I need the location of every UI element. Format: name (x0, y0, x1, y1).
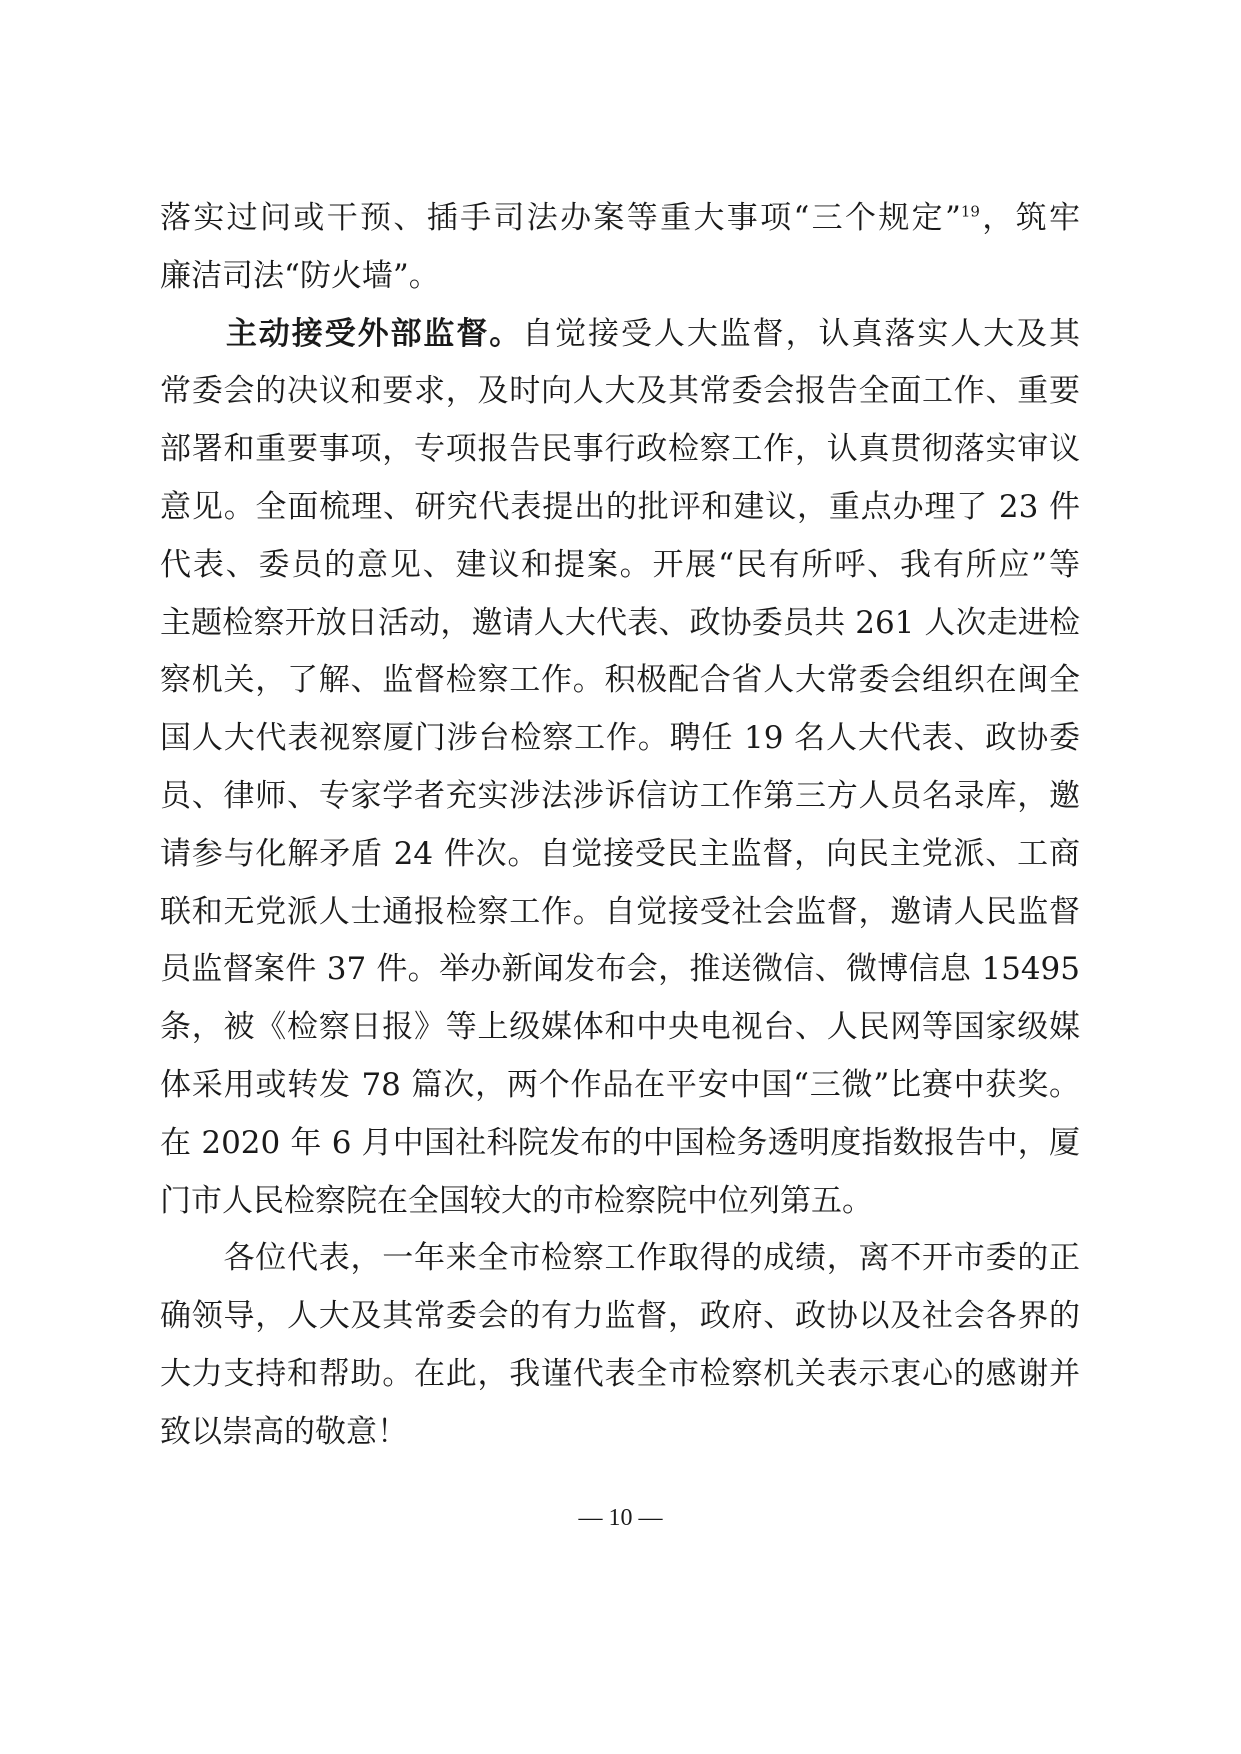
text-run: 廉洁司法“防火墙”。 (160, 257, 440, 294)
text-line (160, 1346, 1080, 1404)
text-run: 在 2020 年 6 月中国社科院发布的中国检务透明度指数报告中，厦 (160, 1124, 1080, 1161)
text-line (160, 421, 1080, 479)
text-run: 确领导，人大及其常委会的有力监督，政府、政协以及社会各界的 (160, 1298, 1080, 1335)
paragraph (160, 306, 1080, 1231)
text-run: 员、律师、专家学者充实涉法涉诉信访工作第三方人员名录库，邀 (160, 777, 1080, 814)
text-line (160, 306, 1080, 364)
text-line (160, 884, 1080, 942)
section-heading: 主动接受外部监督。 (225, 315, 523, 352)
text-line (160, 652, 1080, 710)
text-run: 请参与化解矛盾 24 件次。自觉接受民主监督，向民主党派、工商 (160, 835, 1080, 872)
text-run: 部署和重要事项，专项报告民事行政检察工作，认真贯彻落实审议 (160, 431, 1080, 468)
text-line (160, 479, 1080, 537)
text-line (160, 537, 1080, 595)
text-run: 意见。全面梳理、研究代表提出的批评和建议，重点办理了 23 件 (160, 488, 1080, 525)
text-line (160, 190, 1080, 248)
text-line (160, 826, 1080, 884)
text-run: 联和无党派人士通报检察工作。自觉接受社会监督，邀请人民监督 (160, 893, 1080, 930)
text-line (160, 1230, 1080, 1288)
text-line (160, 941, 1080, 999)
paragraph (160, 190, 1080, 306)
text-run: ，筑牢 (979, 200, 1080, 236)
text-line (160, 595, 1080, 653)
text-line (160, 710, 1080, 768)
text-line (160, 1115, 1080, 1173)
text-run: 察机关，了解、监督检察工作。积极配合省人大常委会组织在闽全 (160, 662, 1080, 699)
text-line (160, 248, 1080, 306)
text-run (160, 316, 226, 352)
paragraph (160, 1230, 1080, 1461)
text-run: 落实过问或干预、插手司法办案等重大事项“三个规定” (160, 200, 961, 236)
text-run: 常委会的决议和要求，及时向人大及其常委会报告全面工作、重要 (160, 373, 1080, 410)
text-run: 致以崇高的敬意！ (160, 1413, 408, 1450)
text-line (160, 1057, 1080, 1115)
document-body (160, 190, 1080, 1462)
text-run: 国人大代表视察厦门涉台检察工作。聘任 19 名人大代表、政协委 (160, 720, 1080, 757)
text-line (160, 363, 1080, 421)
text-line (160, 768, 1080, 826)
text-run: 自觉接受人大监督，认真落实人大及其 (522, 315, 1081, 352)
text-line (160, 1404, 1080, 1462)
text-run: 员监督案件 37 件。举办新闻发布会，推送微信、微博信息 15495 (160, 951, 1080, 988)
text-run: 主题检察开放日活动，邀请人大代表、政协委员共 261 人次走进检 (160, 604, 1080, 641)
footnote-marker: 19 (960, 202, 980, 221)
text-run: 体采用或转发 78 篇次，两个作品在平安中国“三微”比赛中获奖。 (160, 1066, 1080, 1103)
page-number: — 10 — (578, 1505, 663, 1531)
text-run: 代表、委员的意见、建议和提案。开展“民有所呼、我有所应”等 (160, 546, 1080, 583)
text-line (160, 1288, 1080, 1346)
text-run: 大力支持和帮助。在此，我谨代表全市检察机关表示衷心的感谢并 (160, 1355, 1080, 1392)
text-run: 门市人民检察院在全国较大的市检察院中位列第五。 (160, 1182, 873, 1219)
text-run: 各位代表，一年来全市检察工作取得的成绩，离不开市委的正 (160, 1240, 1080, 1277)
text-line (160, 1173, 1080, 1231)
text-line (160, 999, 1080, 1057)
text-run: 条，被《检察日报》等上级媒体和中央电视台、人民网等国家级媒 (160, 1009, 1080, 1046)
